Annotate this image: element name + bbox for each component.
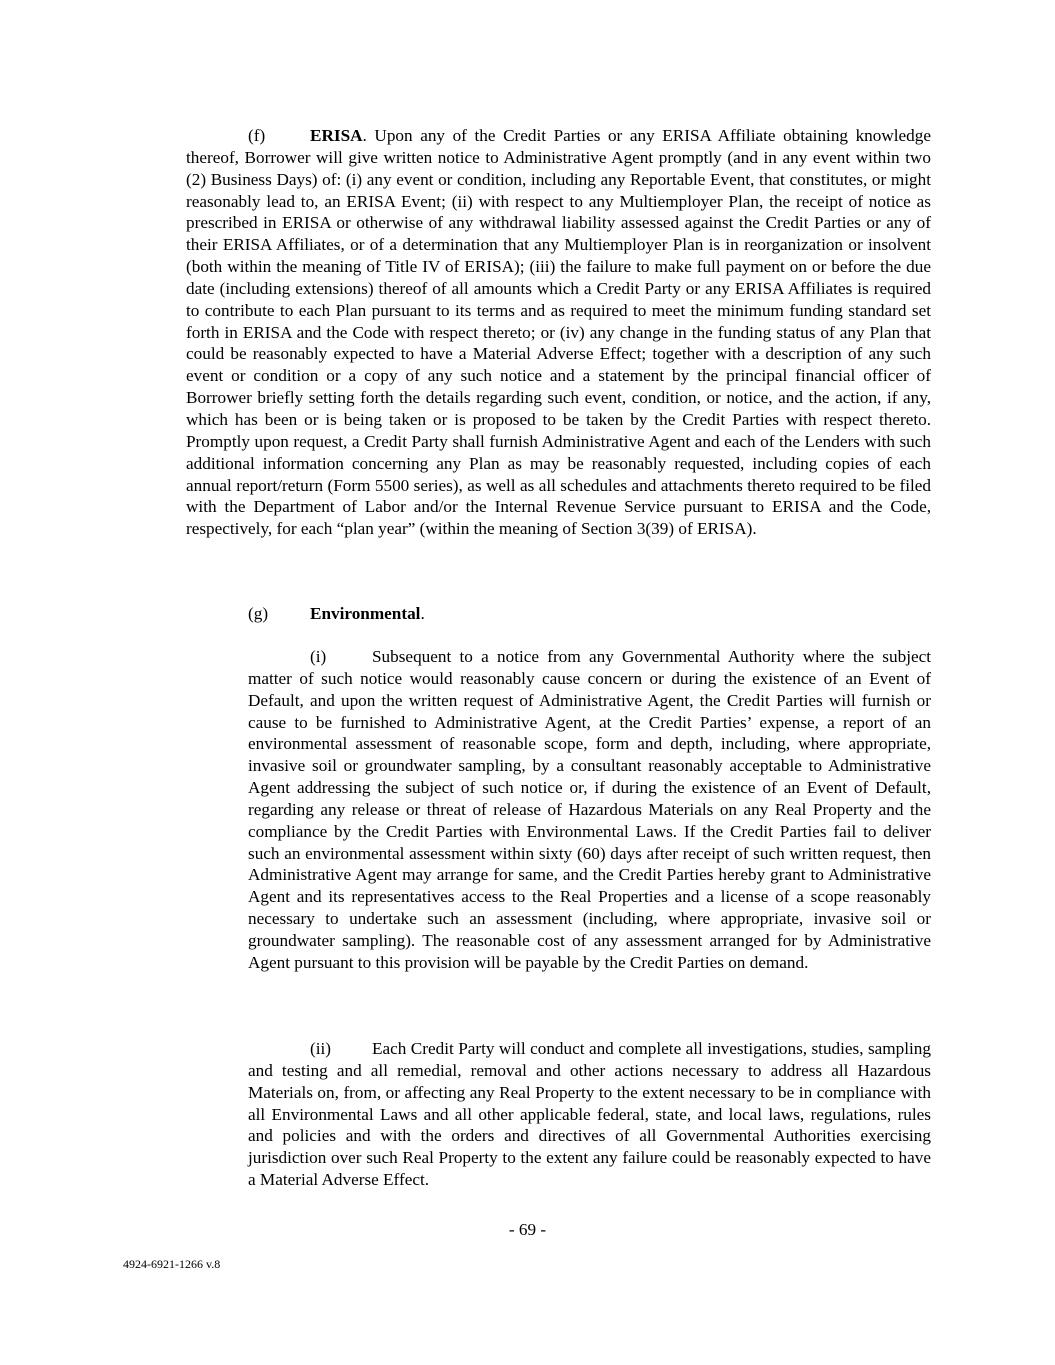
document-id: 4924-6921-1266 v.8 <box>123 1257 221 1271</box>
section-f-text: Upon any of the Credit Parties or any ERISA Affiliate obtaining knowledge thereof, Borrower will give written notice to Administrative Agent promptly (and in any event within two (2) Business Days) of: (i) any event or condition, including any Reportable Event, that constitutes, or might reasonably lead to, an ERISA Event; (ii) with respect to any Multiemployer Plan, the receipt of notice as prescribed in ERISA or otherwise of any withdrawal liability assessed against the Credit Parties or any of their ERISA Affiliates, or of a determination that any Multiemployer Plan is in reorganization or insolvent (both within the meaning of Title IV of ERISA); (iii) the failure to make full payment on or before the due date (including extensions) thereof of all amounts which a Credit Party or any ERISA Affiliates is required to contribute to each Plan pursuant to its terms and as required to meet the minimum funding standard set forth in ERISA and the Code with respect thereto; or (iv) any change in the funding status of any Plan that could be reasonably expected to have a Material Adverse Effect; together with a description of any such event or condition or a copy of any such notice and a statement by the principal financial officer of Borrower briefly setting forth the details regarding such event, condition, or notice, and the action, if any, which has been or is being taken or is proposed to be taken by the Credit Parties with respect thereto. Promptly upon request, a Credit Party shall furnish Administrative Agent and each of the Lenders with such additional information concerning any Plan as may be reasonably requested, including copies of each annual report/return (Form 5500 series), as well as all schedules and attachments thereto required to be filed with the Department of Labor and/or the Internal Revenue Service pursuant to ERISA and the Code, respectively, for each “plan year” (within the meaning of Section 3(39) of ERISA). <box>186 126 931 539</box>
section-g-ii <box>248 1038 931 1191</box>
section-g-heading: Environmental <box>310 604 421 623</box>
section-g-ii-text: Each Credit Party will conduct and complete all investigations, studies, sampling and testing and all remedial, removal and other actions necessary to address all Hazardous Materials on, from, or affecting any Real Property to the extent necessary to be in compliance with all Environmental Laws and all other applicable federal, state, and local laws, regulations, rules and policies and with the orders and directives of all Governmental Authorities exercising jurisdiction over such Real Property to the extent any failure could be reasonably expected to have a Material Adverse Effect. <box>248 1039 931 1190</box>
section-g-label: (g) <box>248 604 269 623</box>
section-g-i-label: (i) <box>310 647 327 666</box>
section-f-label: (f) <box>248 126 266 145</box>
section-f-heading-period: . <box>362 126 367 145</box>
section-g-ii-label: (ii) <box>310 1039 331 1058</box>
page-number: - 69 - <box>508 1220 547 1239</box>
section-g-heading-period: . <box>420 604 425 623</box>
section-f-erisa <box>186 125 931 540</box>
section-g-environmental <box>248 603 931 625</box>
section-g-i-text: Subsequent to a notice from any Governmental Authority where the subject matter of such notice would reasonably cause concern or during the existence of an Event of Default, and upon the written request of Administrative Agent, the Credit Parties will furnish or cause to be furnished to Administrative Agent, at the Credit Parties’ expense, a report of an environmental assessment of reasonable scope, form and depth, including, where appropriate, invasive soil or groundwater sampling, by a consultant reasonably acceptable to Administrative Agent addressing the subject of such notice or, if during the existence of an Event of Default, regarding any release or threat of release of Hazardous Materials on any Real Property and the compliance by the Credit Parties with Environmental Laws. If the Credit Parties fail to deliver such an environmental assessment within sixty (60) days after receipt of such written request, then Administrative Agent may arrange for same, and the Credit Parties hereby grant to Administrative Agent and its representatives access to the Real Properties and a license of a scope reasonably necessary to undertake such an assessment (including, where appropriate, invasive soil or groundwater sampling). The reasonable cost of any assessment arranged for by Administrative Agent pursuant to this provision will be payable by the Credit Parties on demand. <box>248 647 931 972</box>
section-f-heading: ERISA <box>310 126 363 145</box>
section-g-i <box>248 646 931 974</box>
